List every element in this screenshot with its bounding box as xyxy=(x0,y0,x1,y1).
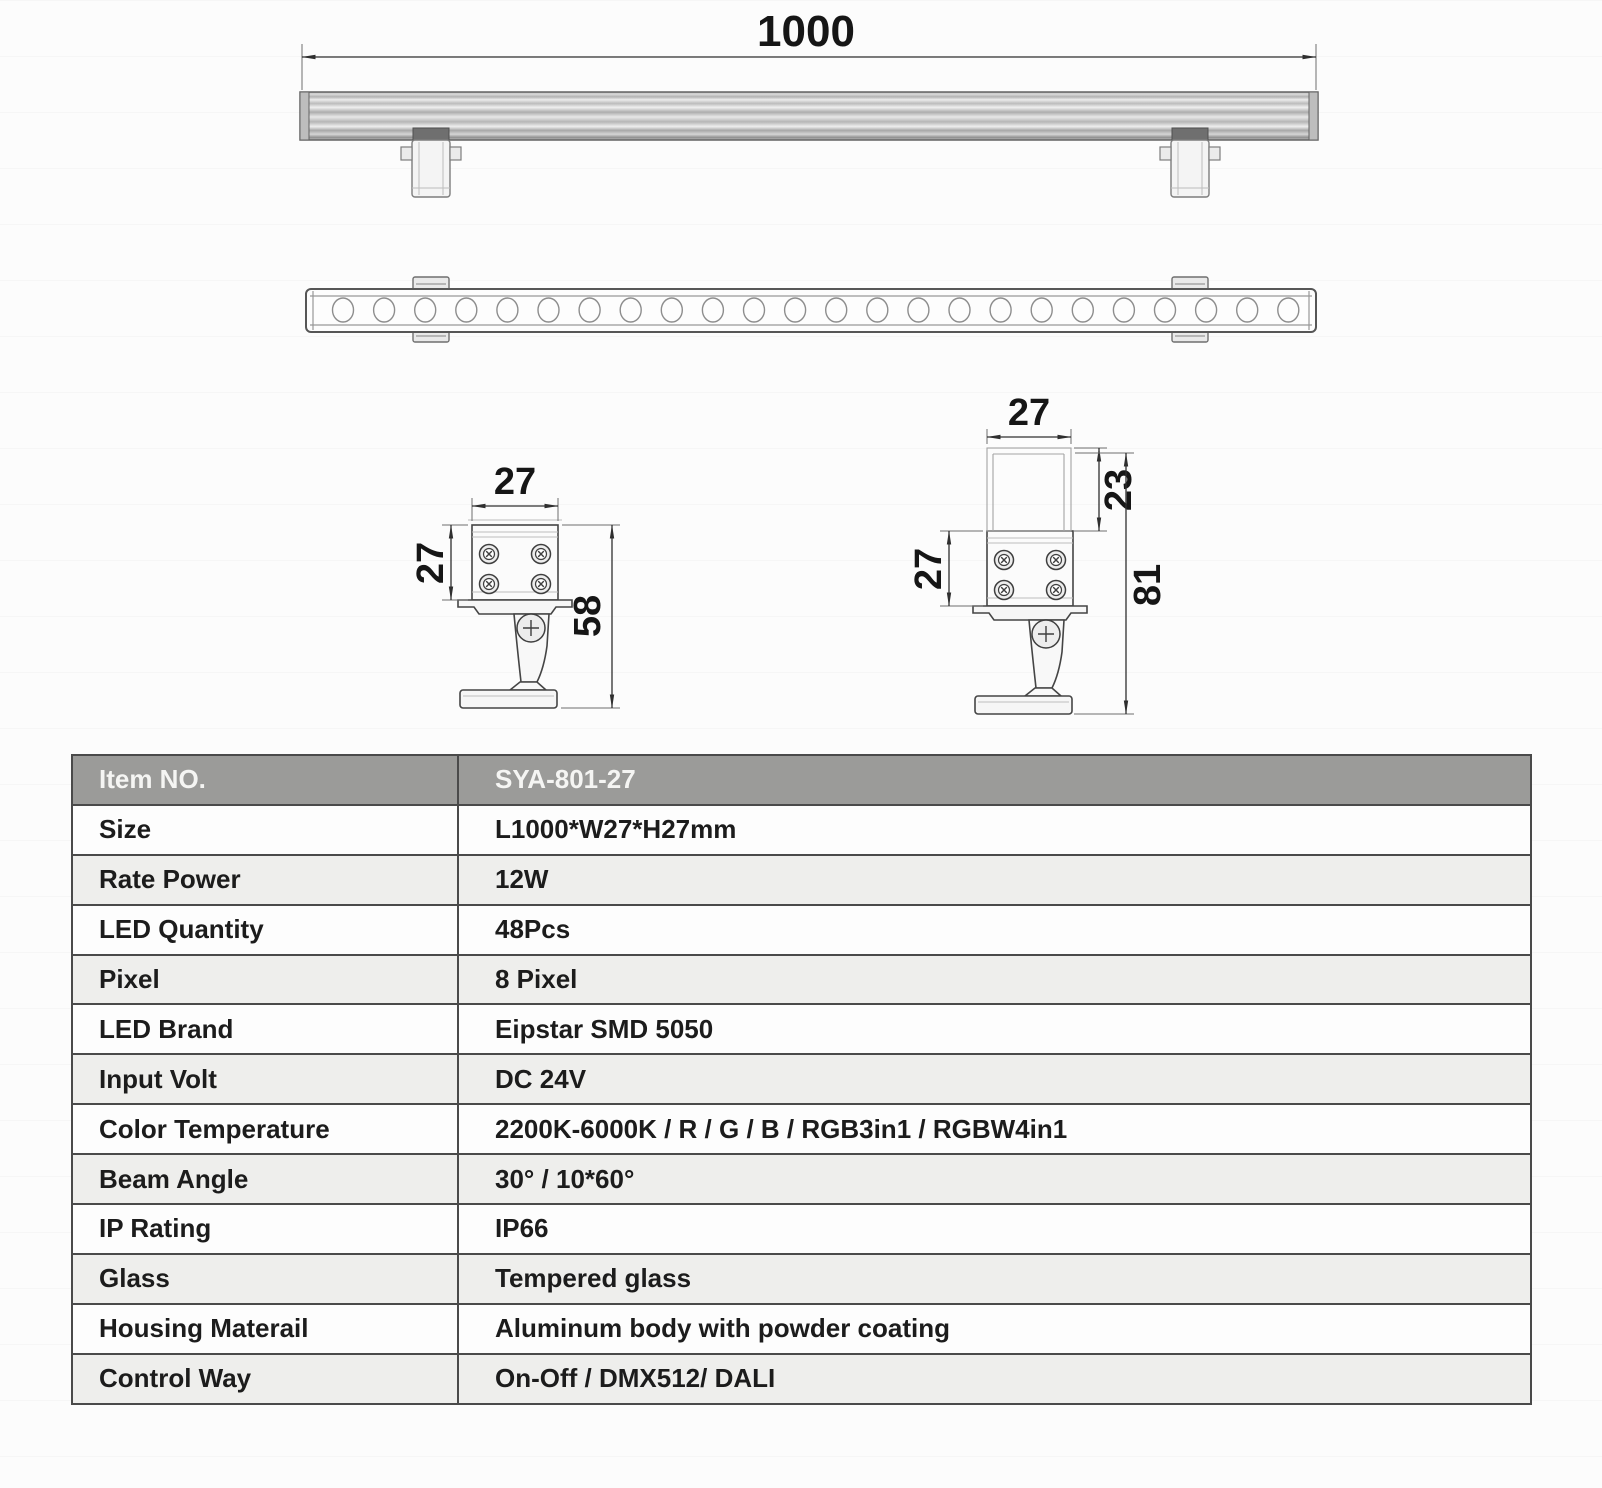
led-lens xyxy=(538,298,559,322)
front-view-drawing xyxy=(306,277,1316,342)
led-lens xyxy=(785,298,806,322)
spec-row-value: Tempered glass xyxy=(458,1254,1531,1304)
led-lens xyxy=(702,298,723,322)
led-lens xyxy=(1278,298,1299,322)
led-lens xyxy=(456,298,477,322)
section-side-drawing xyxy=(908,392,1169,714)
section-side-height-dim: 27 xyxy=(908,547,951,591)
led-lens xyxy=(990,298,1011,322)
led-lens xyxy=(1031,298,1052,322)
led-lens xyxy=(1155,298,1176,322)
section-front-width-dim: 27 xyxy=(493,461,537,503)
section-side-total-height-dim: 81 xyxy=(1127,563,1170,607)
led-lens xyxy=(1196,298,1217,322)
led-lens xyxy=(374,298,395,322)
spec-header-label: Item NO. xyxy=(72,755,458,805)
spec-row-value: IP66 xyxy=(458,1204,1531,1254)
spec-row xyxy=(72,955,1531,1005)
spec-row-value: 30° / 10*60° xyxy=(458,1154,1531,1204)
section-side-arm-dim: 23 xyxy=(1098,468,1141,512)
led-lens xyxy=(1237,298,1258,322)
led-lens xyxy=(579,298,600,322)
led-lens xyxy=(867,298,888,322)
led-lens xyxy=(826,298,847,322)
spec-row xyxy=(72,1204,1531,1254)
section-side-width-dim: 27 xyxy=(1007,392,1051,434)
section-front-total-height-dim: 58 xyxy=(567,594,610,638)
spec-row-value: 48Pcs xyxy=(458,905,1531,955)
spec-table-header-row xyxy=(72,755,1531,805)
led-lens xyxy=(1072,298,1093,322)
spec-row xyxy=(72,905,1531,955)
spec-row xyxy=(72,1354,1531,1404)
section-front-height-dim: 27 xyxy=(410,541,453,585)
spec-row xyxy=(72,1104,1531,1154)
led-lens xyxy=(333,298,354,322)
spec-row-label: Glass xyxy=(72,1254,458,1304)
side-view-drawing xyxy=(300,7,1318,197)
spec-row-label: Size xyxy=(72,805,458,855)
led-lens xyxy=(744,298,765,322)
spec-row-label: LED Brand xyxy=(72,1004,458,1054)
led-lens xyxy=(415,298,436,322)
spec-row xyxy=(72,1004,1531,1054)
spec-row-value: On-Off / DMX512/ DALI xyxy=(458,1354,1531,1404)
led-lens xyxy=(949,298,970,322)
section-front-drawing xyxy=(410,461,620,708)
spec-row xyxy=(72,1054,1531,1104)
light-bar-profile xyxy=(300,92,1318,140)
spec-row-label: Rate Power xyxy=(72,855,458,905)
spec-row xyxy=(72,1304,1531,1354)
led-lens xyxy=(661,298,682,322)
spec-row-label: Color Temperature xyxy=(72,1104,458,1154)
spec-row-label: Input Volt xyxy=(72,1054,458,1104)
spec-row-value: L1000*W27*H27mm xyxy=(458,805,1531,855)
spec-row-label: LED Quantity xyxy=(72,905,458,955)
spec-row-label: Pixel xyxy=(72,955,458,1005)
led-lens xyxy=(497,298,518,322)
spec-row-value: 8 Pixel xyxy=(458,955,1531,1005)
spec-row-value: Aluminum body with powder coating xyxy=(458,1304,1531,1354)
led-lens xyxy=(620,298,641,322)
spec-row xyxy=(72,855,1531,905)
spec-table-body xyxy=(72,805,1531,1404)
spec-row xyxy=(72,1154,1531,1204)
spec-row xyxy=(72,1254,1531,1304)
spec-table xyxy=(71,754,1532,1405)
spec-row-label: Housing Materail xyxy=(72,1304,458,1354)
spec-row xyxy=(72,805,1531,855)
spec-row-label: Beam Angle xyxy=(72,1154,458,1204)
led-lens xyxy=(1113,298,1134,322)
spec-row-label: IP Rating xyxy=(72,1204,458,1254)
spec-row-value: Eipstar SMD 5050 xyxy=(458,1004,1531,1054)
spec-row-label: Control Way xyxy=(72,1354,458,1404)
spec-row-value: 2200K-6000K / R / G / B / RGB3in1 / RGBW4in1 xyxy=(458,1104,1531,1154)
spec-row-value: 12W xyxy=(458,855,1531,905)
led-lens xyxy=(908,298,929,322)
side-view-length-dim: 1000 xyxy=(757,7,855,56)
spec-header-value: SYA-801-27 xyxy=(458,755,1531,805)
spec-row-value: DC 24V xyxy=(458,1054,1531,1104)
